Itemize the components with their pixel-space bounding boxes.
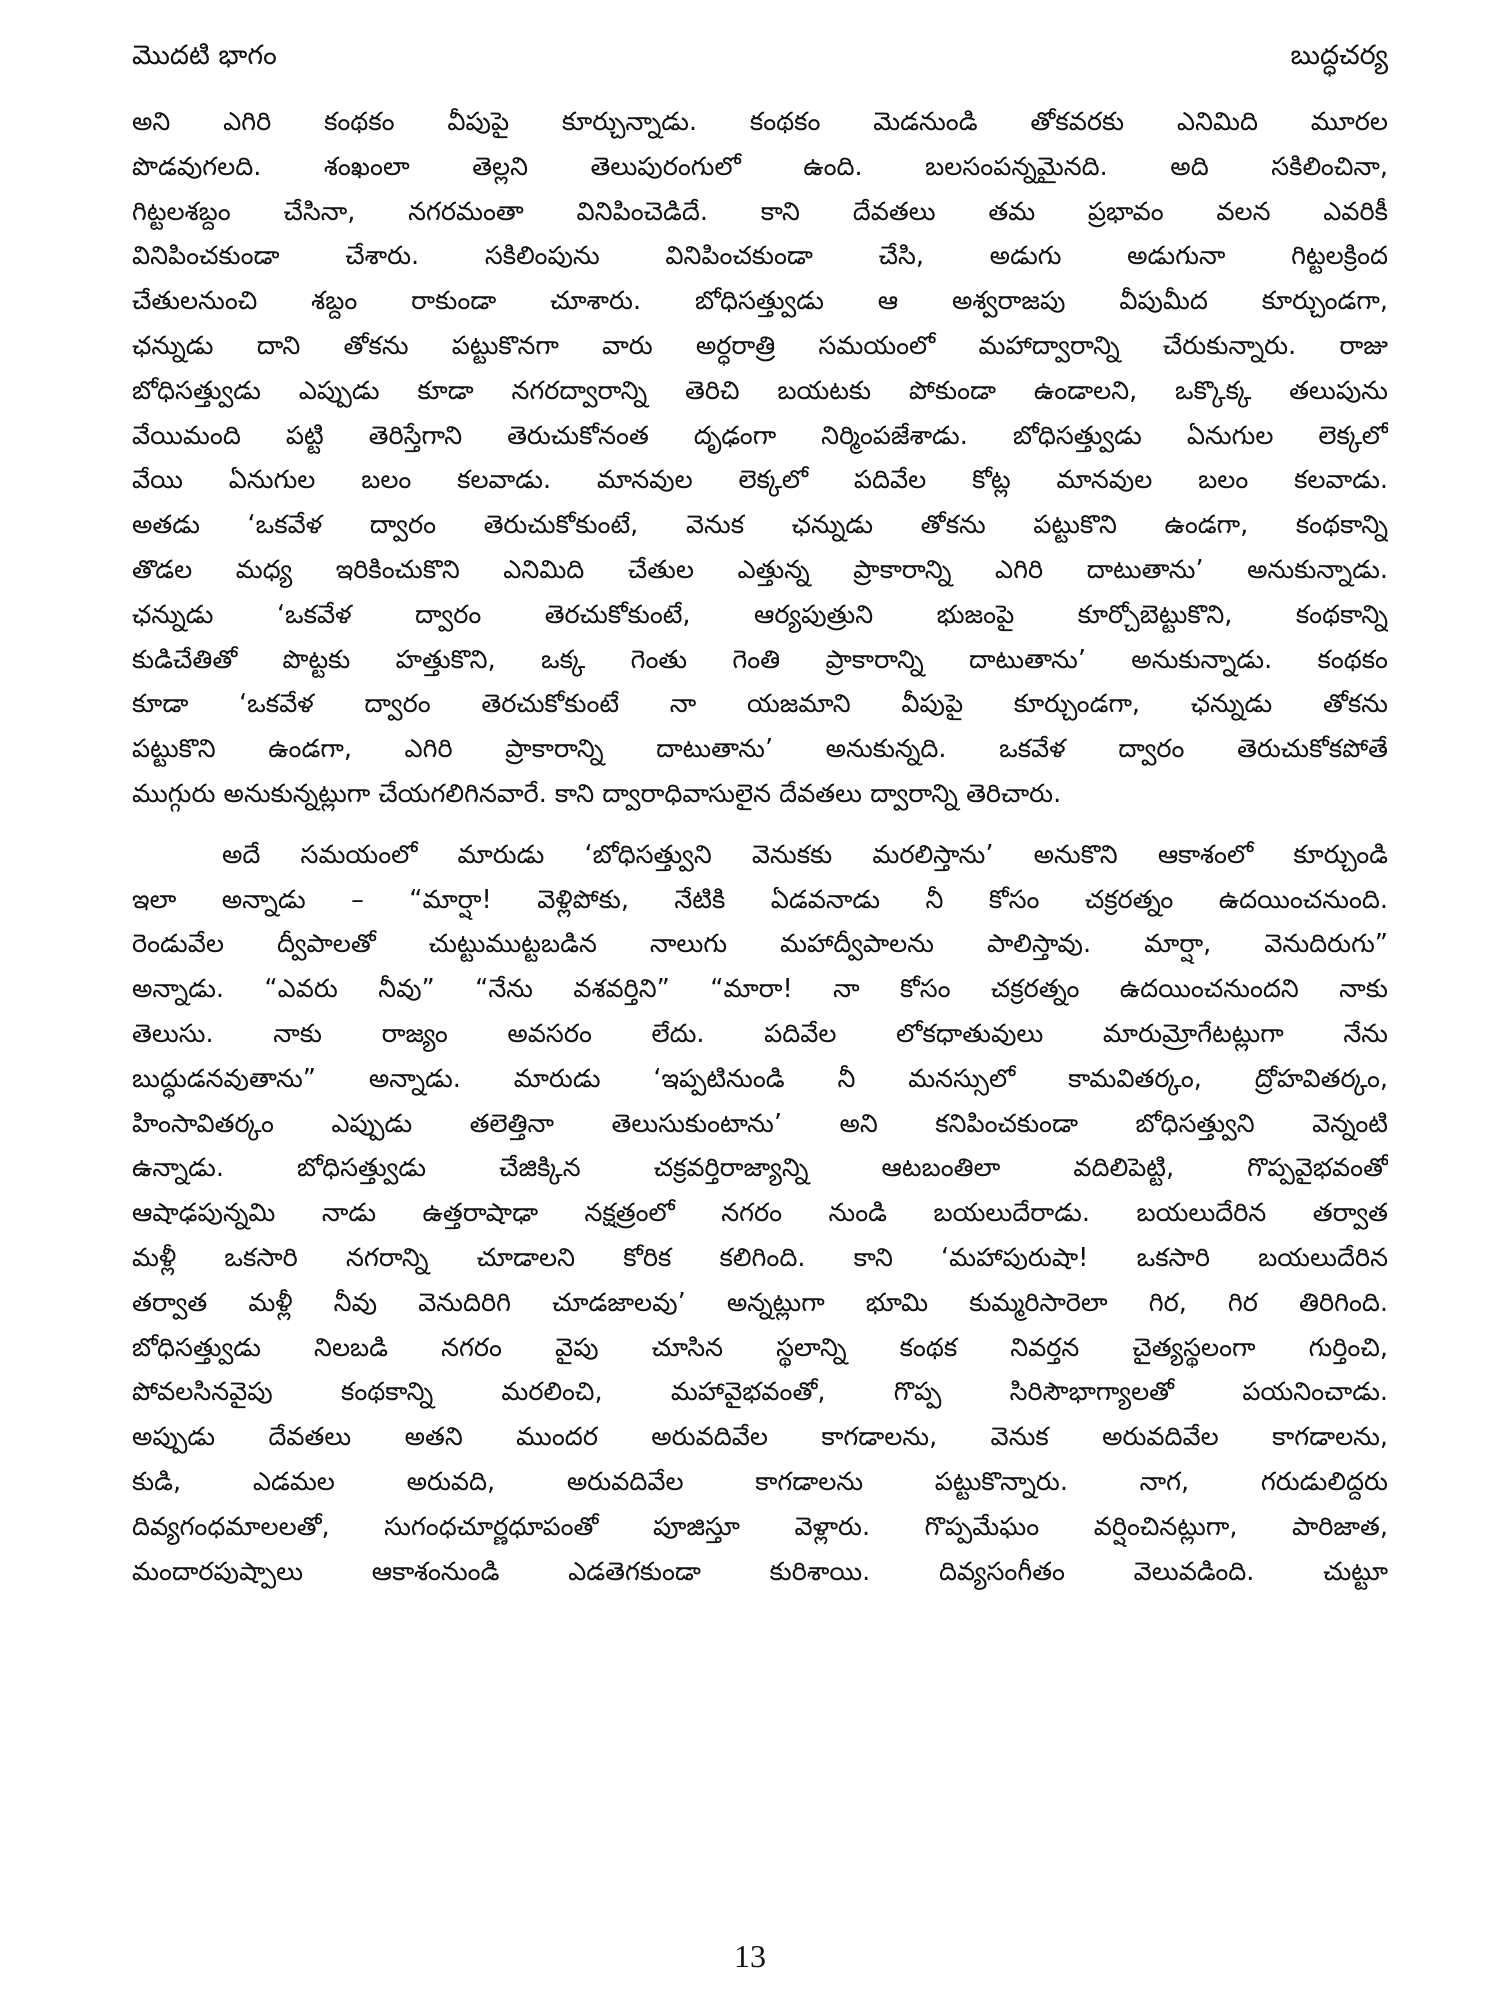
book-title: బుద్ధచర్య [1290, 40, 1388, 71]
text-line: హింసావితర్కం ఎప్పుడు తలెత్తినా తెలుసుకుంటాను’ అని కనిపించకుండా బోధిసత్త్వుని వెన్నంటి [132, 1108, 1388, 1139]
text-line: బోధిసత్త్వుడు నిలబడి నగరం వైపు చూసిన స్థలాన్ని కంథక నివర్తన చైత్యస్థలంగా గుర్తించి, [132, 1332, 1388, 1363]
text-line: ఛన్నుడు దాని తోకను పట్టుకొనగా వారు అర్ధరాత్రి సమయంలో మహాద్వారాన్ని చేరుకున్నారు. రాజు [132, 330, 1388, 361]
text-line: తెలుసు. నాకు రాజ్యం అవసరం లేదు. పదివేల లోకధాతువులు మారుమ్రోగేటట్లుగా నేను [132, 1018, 1388, 1049]
text-line: అప్పుడు దేవతలు అతని ముందర అరువదివేల కాగడాలను, వెనుక అరువదివేల కాగడాలను, [132, 1422, 1388, 1453]
paragraph-2 [132, 833, 1388, 1595]
text-line: ఛన్నుడు ‘ఒకవేళ ద్వారం తెరచుకోకుంటే, ఆర్యపుత్రుని భుజంపై కూర్చోబెట్టుకొని, కంథకాన్ని [132, 599, 1388, 630]
text-line: తొడల మధ్య ఇరికించుకొని ఎనిమిది చేతుల ఎత్తున్న ప్రాకారాన్ని ఎగిరి దాటుతాను’ అనుకున్నాడు. [132, 554, 1388, 585]
paragraph-1 [132, 100, 1388, 817]
text-line: బుద్ధుడనవుతాను” అన్నాడు. మారుడు ‘ఇప్పటినుండి నీ మనస్సులో కామవితర్కం, ద్రోహవితర్కం, [132, 1063, 1388, 1094]
text-line: పొడవుగలది. శంఖంలా తెల్లని తెలుపురంగులో ఉంది. బలసంపన్నమైనది. అది సకిలించినా, [132, 151, 1388, 182]
text-line: కుడి, ఎడమల అరువది, అరువదివేల కాగడాలను పట్టుకొన్నారు. నాగ, గరుడులిద్దరు [132, 1466, 1388, 1497]
text-line: వినిపించకుండా చేశారు. సకిలింపును వినిపించకుండా చేసి, అడుగు అడుగునా గిట్టలక్రింద [132, 241, 1388, 272]
text-line: పట్టుకొని ఉండగా, ఎగిరి ప్రాకారాన్ని దాటుతాను’ అనుకున్నది. ఒకవేళ ద్వారం తెరుచుకోకపోతే [132, 734, 1388, 765]
page-number: 13 [734, 1938, 766, 1974]
text-line: అదే సమయంలో మారుడు ‘బోధిసత్త్వుని వెనుకకు మరలిస్తాను’ అనుకొని ఆకాశంలో కూర్చుండి [222, 839, 1388, 870]
text-line: పోవలసినవైపు కంథకాన్ని మరలించి, మహావైభవంతో, గొప్ప సిరిసౌభాగ్యాలతో పయనించాడు. [132, 1377, 1388, 1408]
text-line: గిట్టలశబ్దం చేసినా, నగరమంతా వినిపించెడిదే. కాని దేవతలు తమ ప్రభావం వలన ఎవరికీ [132, 196, 1388, 227]
text-line: తర్వాత మళ్లీ నీవు వెనుదిరిగి చూడజాలవు’ అన్నట్లుగా భూమి కుమ్మరిసారెలా గిర, గిర తిరిగింది. [132, 1287, 1388, 1318]
text-line: బోధిసత్త్వుడు ఎప్పుడు కూడా నగరద్వారాన్ని తెరిచి బయటకు పోకుండా ఉండాలని, ఒక్కొక్క తలుపును [132, 375, 1388, 406]
text-line: అన్నాడు. “ఎవరు నీవు” “నేను వశవర్తిని” “మారా! నా కోసం చక్రరత్నం ఉదయించనుందని నాకు [132, 974, 1388, 1005]
running-header [132, 40, 1388, 90]
text-line: దివ్యగంధమాలలతో, సుగంధచూర్ణధూపంతో పూజిస్తూ వెళ్లారు. గొప్పమేఘం వర్షించినట్లుగా, పారిజాత, [132, 1511, 1388, 1542]
text-line: ఉన్నాడు. బోధిసత్త్వుడు చేజిక్కిన చక్రవర్తిరాజ్యాన్ని ఆటబంతిలా వదిలిపెట్టి, గొప్పవైభవంతో [132, 1153, 1388, 1184]
part-title: మొదటి భాగం [132, 40, 277, 71]
text-line: వేయి ఏనుగుల బలం కలవాడు. మానవుల లెక్కలో పదివేల కోట్ల మానవుల బలం కలవాడు. [132, 465, 1388, 496]
text-line: కుడిచేతితో పొట్టకు హత్తుకొని, ఒక్క గెంతు గెంతి ప్రాకారాన్ని దాటుతాను’ అనుకున్నాడు. కంథకం [132, 644, 1388, 675]
text-line: రెండువేల ద్వీపాలతో చుట్టుముట్టబడిన నాలుగు మహాద్వీపాలను పాలిస్తావు. మార్షా, వెనుదిరుగు” [132, 929, 1388, 960]
text-line: ఆషాఢపున్నమి నాడు ఉత్తరాషాఢా నక్షత్రంలో నగరం నుండి బయలుదేరాడు. బయలుదేరిన తర్వాత [132, 1198, 1388, 1229]
text-line: వేయిమంది పట్టి తెరిస్తేగాని తెరుచుకోనంత దృఢంగా నిర్మింపజేశాడు. బోధిసత్త్వుడు ఏనుగుల లెక్కలో [132, 420, 1388, 451]
text-line: చేతులనుంచి శబ్దం రాకుండా చూశారు. బోధిసత్త్వుడు ఆ అశ్వరాజపు వీపుమీద కూర్చుండగా, [132, 286, 1388, 317]
text-line: ఇలా అన్నాడు – “మార్షా! వెళ్లిపోకు, నేటికి ఏడవనాడు నీ కోసం చక్రరత్నం ఉదయించనుంది. [132, 884, 1388, 915]
text-line: ముగ్గురు అనుకున్నట్లుగా చేయగలిగినవారే. కాని ద్వారాధివాసులైన దేవతలు ద్వారాన్ని తెరిచారు. [132, 778, 1062, 809]
text-line: అని ఎగిరి కంథకం వీపుపై కూర్చున్నాడు. కంథకం మెడనుండి తోకవరకు ఎనిమిది మూరల [132, 107, 1388, 137]
text-line: మళ్లీ ఒకసారి నగరాన్ని చూడాలని కోరిక కలిగింది. కాని ‘మహాపురుషా! ఒకసారి బయలుదేరిన [132, 1242, 1388, 1273]
body-text [132, 100, 1388, 1594]
text-line: మందారపుష్పాలు ఆకాశంనుండి ఎడతెగకుండా కురిశాయి. దివ్యసంగీతం వెలువడింది. చుట్టూ [132, 1556, 1388, 1587]
text-line: అతడు ‘ఒకవేళ ద్వారం తెరుచుకోకుంటే, వెనుక ఛన్నుడు తోకను పట్టుకొని ఉండగా, కంథకాన్ని [132, 510, 1388, 541]
text-line: కూడా ‘ఒకవేళ ద్వారం తెరచుకోకుంటే నా యజమాని వీపుపై కూర్చుండగా, ఛన్నుడు తోకను [132, 689, 1388, 720]
